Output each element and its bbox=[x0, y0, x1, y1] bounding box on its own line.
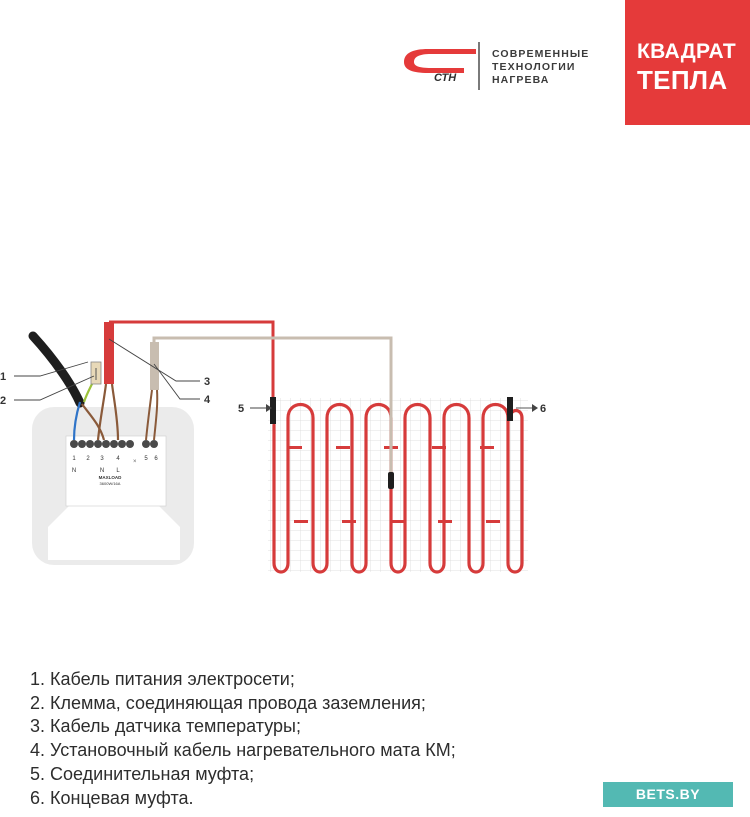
terminal-number-2: 2 bbox=[86, 456, 90, 462]
callout-1: 1 bbox=[0, 371, 7, 383]
install-cable-route bbox=[109, 322, 273, 398]
brand-abbreviation: СТН bbox=[434, 72, 457, 84]
terminal-n-mid: N bbox=[99, 468, 105, 474]
legend-item-1: 1. Кабель питания электросети; bbox=[30, 669, 295, 689]
brand-divider bbox=[478, 42, 480, 90]
terminal-number-1: 1 bbox=[72, 456, 76, 462]
callout-4: 4 bbox=[204, 394, 211, 406]
brand-name bbox=[492, 48, 589, 87]
legend-item-5: 5. Соединительная муфта; bbox=[30, 763, 255, 784]
heating-mat-mesh bbox=[268, 398, 528, 572]
badge-line-1: КВАДРАТ bbox=[637, 40, 737, 63]
callout-line-4 bbox=[154, 364, 200, 399]
brand-line-3: НАГРЕВА bbox=[492, 74, 550, 86]
callout-line-2 bbox=[14, 376, 94, 400]
callout-3: 3 bbox=[204, 376, 211, 388]
brand-logo bbox=[398, 40, 598, 94]
terminal-screws bbox=[70, 440, 158, 448]
callout-2: 2 bbox=[0, 395, 7, 407]
terminal-number-6: 6 bbox=[154, 456, 158, 462]
terminal-model: MAXLOAD bbox=[98, 475, 122, 480]
badge-line-2: ТЕПЛА bbox=[637, 65, 728, 95]
callout-5: 5 bbox=[238, 403, 245, 415]
terminal-number-4: 4 bbox=[116, 456, 120, 462]
callout-6: 6 bbox=[540, 403, 547, 415]
thermostat-mounting-cutout bbox=[48, 503, 180, 560]
wiring-diagram bbox=[0, 300, 750, 600]
brand-line-1: СОВРЕМЕННЫЕ bbox=[492, 48, 590, 60]
legend-item-4: 4. Установочный кабель нагревательного мата КМ; bbox=[30, 740, 456, 761]
terminal-number-3: 3 bbox=[100, 456, 104, 462]
install-cable-sleeve bbox=[104, 322, 114, 384]
coupling-sleeve-5 bbox=[270, 397, 276, 424]
legend-list bbox=[30, 668, 456, 810]
terminal-number-5: 5 bbox=[144, 456, 148, 462]
legend-item-2: 2. Клемма, соединяющая провода заземления; bbox=[30, 692, 426, 713]
kvadrat-tepla-badge bbox=[625, 0, 750, 125]
end-coupling-6 bbox=[507, 397, 513, 421]
terminal-rating: 3600W/16A bbox=[99, 481, 121, 486]
terminal-n-left: N bbox=[71, 468, 77, 474]
legend-item-6: 6. Концевая муфта. bbox=[30, 787, 194, 808]
temperature-sensor bbox=[388, 472, 394, 489]
brand-line-2: ТЕХНОЛОГИИ bbox=[492, 61, 576, 73]
legend-item-3: 3. Кабель датчика температуры; bbox=[30, 716, 301, 737]
terminal-cross-mark: × bbox=[133, 459, 137, 465]
terminal-l-mid: L bbox=[116, 468, 120, 474]
watermark: BETS.BY bbox=[603, 782, 733, 807]
